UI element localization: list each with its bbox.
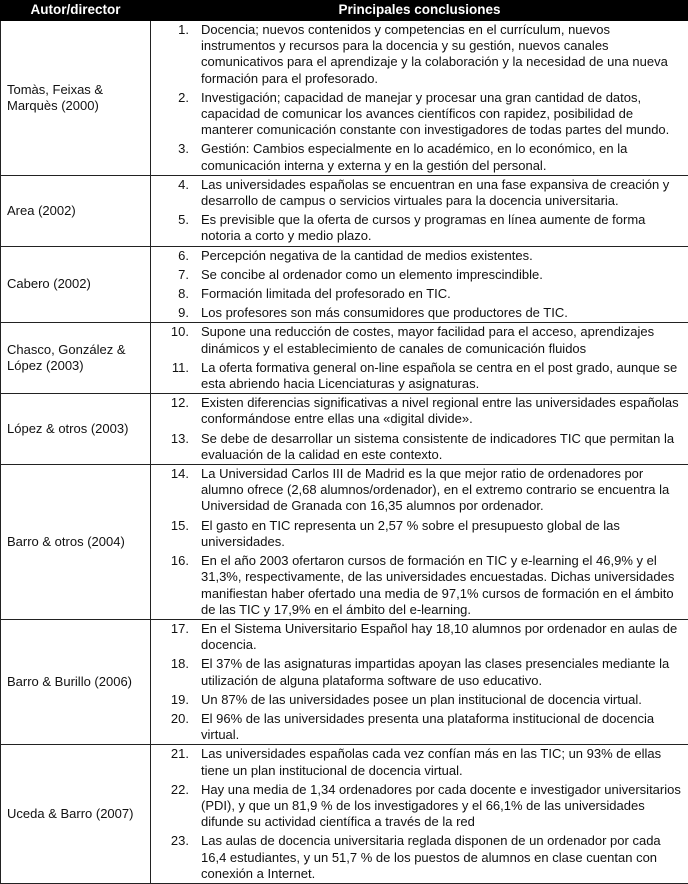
conclusions-cell [151,619,688,744]
conclusion-text: El 37% de las asignaturas impartidas apoyan las clases presenciales mediante la utilización de alguna plataforma software de uso educativo. [201,656,670,688]
conclusion-text: Formación limitada del profesorado en TIC. [201,286,451,302]
conclusion-text: Existen diferencias significativas a nivel regional entre las universidades españolas conformándose entre ellas una «digital divide». [201,395,679,427]
conclusion-number: 14. [170,466,189,482]
conclusion-number: 1. [178,22,189,37]
conclusion-number: 13. [170,430,189,446]
header-row [1,1,688,21]
conclusion-text: Gestión: Cambios especialmente en lo académico, en lo económico, en la comunicación interna y externa y en la gestión del personal. [201,141,628,173]
conclusion-text: Percepción negativa de la cantidad de medios existentes. [201,247,533,263]
conclusion-item [151,466,686,515]
conclusion-text: Un 87% de las universidades posee un plan institucional de docencia virtual. [201,691,642,707]
conclusion-number: 22. [170,781,189,797]
conclusion-number: 11. [171,359,189,375]
conclusion-text: Las aulas de docencia universitaria reglada disponen de un ordenador por cada 16,4 estudiantes, y un 51,7 % de los puestos de alumnos en clase cuentan con conexión a Internet. [201,833,661,881]
table-row [1,323,688,394]
conclusion-number: 19. [170,691,189,707]
conclusions-cell [151,21,688,176]
conclusion-number: 15. [170,517,189,533]
author-cell: Area (2002) [1,175,151,246]
conclusion-item [151,833,686,882]
conclusion-number: 16. [170,553,189,569]
conclusions-cell [151,246,688,323]
conclusion-number: 9. [178,305,189,321]
conclusion-text: Se debe de desarrollar un sistema consistente de indicadores TIC que permitan la evaluación de la calidad en este contexto. [201,430,675,462]
conclusion-number: 12. [170,395,189,411]
conclusion-number: 6. [178,247,189,263]
conclusion-item [151,22,686,87]
table-row [1,246,688,323]
conclusion-item [151,395,686,427]
conclusion-item [151,324,686,356]
conclusion-number: 20. [170,710,189,726]
conclusion-number: 23. [170,833,189,849]
table-row [1,21,688,176]
conclusion-item [151,746,686,778]
conclusion-item [151,692,686,708]
conclusion-text: Hay una media de 1,34 ordenadores por cada docente e investigador universitarios (PDI), y que un 81,9 % de los investigadores y el 66,1% de las universidades difunde su actividad científica a través de la red [201,781,681,830]
conclusion-number: 5. [178,212,189,228]
author-cell: Uceda & Barro (2007) [1,745,151,884]
conclusion-text: En el Sistema Universitario Español hay 18,10 alumnos por ordenador en aulas de docencia. [201,620,678,653]
conclusion-item [151,267,686,283]
author-cell: Barro & Burillo (2006) [1,619,151,744]
conclusion-number: 2. [178,89,189,105]
conclusion-item [151,656,686,688]
conclusion-text: El gasto en TIC representa un 2,57 % sobre el presupuesto global de las universidades. [201,517,620,549]
table-row [1,465,688,620]
table-body [1,21,688,884]
conclusions-cell [151,465,688,620]
conclusion-text: La Universidad Carlos III de Madrid es la que mejor ratio de ordenadores por alumno ofrece (2,68 alumnos/ordenador), en el extremo contrario se encuentra la Universidad de Granada con 16,35 alumnos por ordenador. [201,466,670,514]
conclusion-number: 17. [170,620,189,636]
conclusion-text: Es previsible que la oferta de cursos y programas en línea aumente de forma notoria a corto y medio plazo. [201,212,646,244]
author-cell: Barro & otros (2004) [1,465,151,620]
conclusions-cell [151,745,688,884]
conclusion-item [151,518,686,550]
table-row [1,394,688,465]
conclusion-item [151,782,686,831]
conclusion-item [151,177,686,209]
conclusion-number: 21. [170,746,189,762]
conclusions-cell [151,394,688,465]
conclusion-text: Los profesores son más consumidores que productores de TIC. [201,305,568,321]
table-row [1,619,688,744]
conclusion-number: 3. [178,141,189,157]
conclusion-text: Las universidades españolas cada vez confían más en las TIC; un 93% de ellas tiene un plan institucional de docencia virtual. [201,746,662,778]
conclusion-item [151,305,686,321]
conclusion-item [151,621,686,653]
conclusion-item [151,212,686,244]
conclusion-item [151,90,686,139]
conclusions-cell [151,175,688,246]
conclusion-text: Supone una reducción de costes, mayor facilidad para el acceso, aprendizajes dinámicos y el establecimiento de canales de comunicación fluidos [201,324,655,356]
conclusion-text: Investigación; capacidad de manejar y procesar una gran cantidad de datos, capacidad de comunicar los avances científicos con rapidez, posibilidad de manterer comunicación constante con investigadores de todas partes del mundo. [201,89,670,138]
conclusions-cell [151,323,688,394]
conclusion-item [151,431,686,463]
conclusion-number: 8. [178,286,189,302]
conclusion-item [151,286,686,302]
conclusion-text: Las universidades españolas se encuentran en una fase expansiva de creación y desarrollo de campus o servicios virtuales para la docencia universitaria. [201,176,670,209]
conclusion-item [151,248,686,264]
table-row [1,745,688,884]
author-cell: Chasco, González & López (2003) [1,323,151,394]
conclusion-text: En el año 2003 ofertaron cursos de formación en TIC y e-learning el 46,9% y el 31,3%, respectivamente, de las universidades encuestadas. Dichas universidades manifiestan haber ofertado una media de 97,1% cursos de formación en el ámbito de las TIC y 17,9% en el ámbito del e-learning. [201,553,675,617]
author-cell: Tomàs, Feixas & Marquès (2000) [1,21,151,176]
conclusion-number: 7. [178,266,189,282]
conclusion-item [151,360,686,392]
conclusion-item [151,711,686,743]
conclusion-item [151,141,686,173]
conclusion-number: 10. [170,324,189,340]
conclusion-text: El 96% de las universidades presenta una plataforma institucional de docencia virtual. [201,710,655,743]
conclusion-number: 18. [170,656,189,672]
conclusion-text: La oferta formativa general on-line española se centra en el post grado, aunque se esta abriendo hacia Licenciaturas y asignaturas. [201,359,678,392]
author-cell: Cabero (2002) [1,246,151,323]
table-row [1,175,688,246]
author-cell: López & otros (2003) [1,394,151,465]
conclusion-item [151,553,686,618]
conclusion-text: Se concibe al ordenador como un elemento imprescindible. [201,266,543,282]
conclusion-number: 4. [178,176,189,192]
header-conclusions: Principales conclusiones [151,1,688,21]
conclusion-text: Docencia; nuevos contenidos y competencias en el currículum, nuevos instrumentos y recursos para la docencia y su gestión, nuevos canales comunicativos para el aprendizaje y la colaboración y la necesidad de una nueva formación para el profesorado. [201,22,668,86]
header-author: Autor/director [1,1,151,21]
